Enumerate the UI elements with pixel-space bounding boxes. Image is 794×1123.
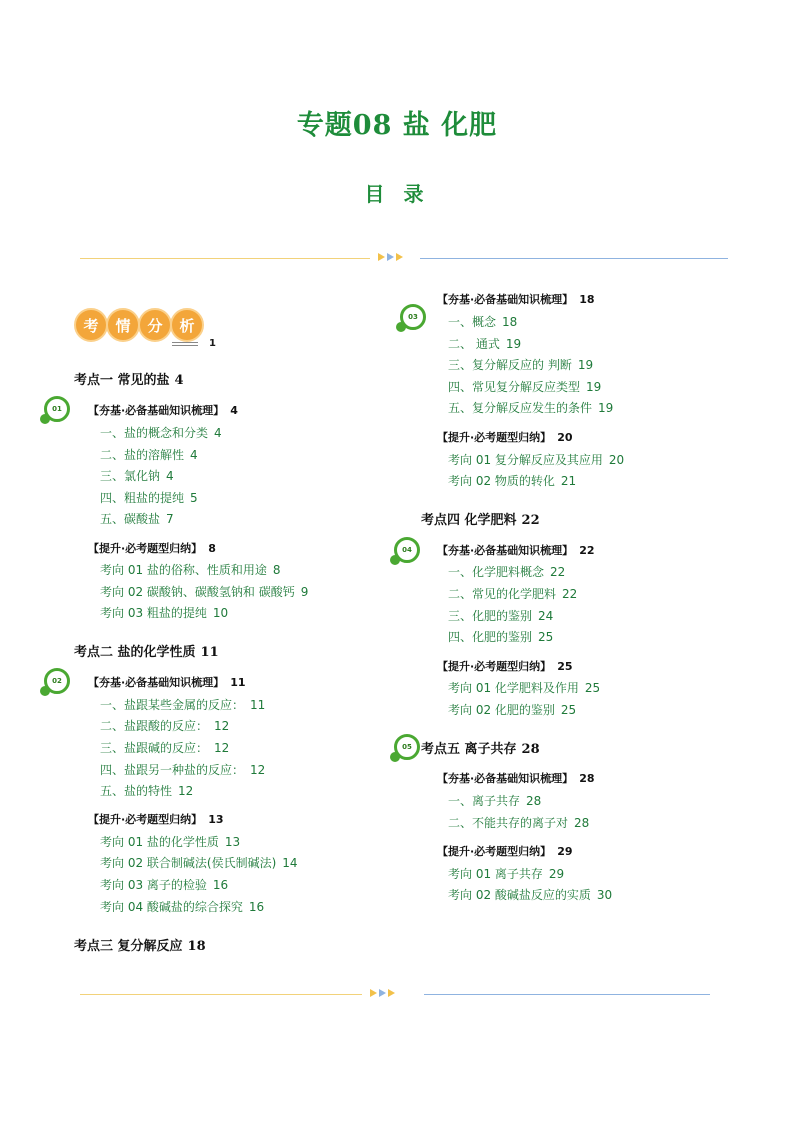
toc-item[interactable]: 四、盐跟另一种盐的反应： 12 — [100, 763, 266, 777]
toc-item[interactable]: 三、盐跟碱的反应： 12 — [100, 741, 230, 755]
kp1-basic-section[interactable]: 【夯基·必备基础知识梳理】 4 — [88, 404, 238, 417]
toc-item[interactable]: 考向 02 化肥的鉴别 25 — [448, 703, 577, 717]
badge-04-icon: 04 — [394, 537, 420, 563]
toc-item[interactable]: 考向 03 离子的检验 16 — [100, 878, 229, 892]
toc-item[interactable]: 考向 02 物质的转化 21 — [448, 474, 577, 488]
kp5-advanced-section[interactable]: 【提升·必考题型归纳】 29 — [437, 845, 573, 858]
kp3-basic-section[interactable]: 【夯基·必备基础知识梳理】 18 — [437, 293, 595, 306]
bottom-divider-left — [80, 994, 362, 995]
toc-item[interactable]: 二、盐的溶解性 4 — [100, 448, 198, 462]
toc-item[interactable]: 五、碳酸盐 7 — [100, 512, 174, 526]
toc-item[interactable]: 四、常见复分解反应类型 19 — [448, 380, 602, 394]
analysis-page[interactable]: 1 — [209, 338, 216, 349]
badge-05-icon: 05 — [394, 734, 420, 760]
toc-item[interactable]: 二、不能共存的离子对 28 — [448, 816, 590, 830]
kp5-title[interactable]: 考点五 离子共存 28 — [421, 742, 540, 757]
analysis-char: 分 — [138, 308, 172, 342]
toc-item[interactable]: 考向 02 碳酸钠、碳酸氢钠和 碳酸钙 9 — [100, 585, 309, 599]
toc-item[interactable]: 一、盐跟某些金属的反应： 11 — [100, 698, 266, 712]
top-divider-left — [80, 258, 370, 259]
kp2-title[interactable]: 考点二 盐的化学性质 11 — [74, 645, 219, 660]
kp3-title[interactable]: 考点三 复分解反应 18 — [74, 939, 206, 954]
toc-item[interactable]: 考向 01 盐的俗称、性质和用途 8 — [100, 563, 281, 577]
kp3-advanced-section[interactable]: 【提升·必考题型归纳】 20 — [437, 431, 573, 444]
toc-item[interactable]: 三、氯化钠 4 — [100, 469, 174, 483]
toc-item[interactable]: 考向 03 粗盐的提纯 10 — [100, 606, 229, 620]
toc-item[interactable]: 一、化学肥料概念 22 — [448, 565, 566, 579]
toc-item[interactable]: 考向 01 离子共存 29 — [448, 867, 565, 881]
kp2-advanced-section[interactable]: 【提升·必考题型归纳】 13 — [88, 813, 224, 826]
toc-item[interactable]: 二、盐跟酸的反应： 12 — [100, 719, 230, 733]
page-title: 专题08 盐 化肥 — [296, 110, 498, 141]
toc-item[interactable]: 五、复分解反应发生的条件 19 — [448, 401, 614, 415]
toc-item[interactable]: 一、盐的概念和分类 4 — [100, 426, 222, 440]
kp1-title[interactable]: 考点一 常见的盐 4 — [74, 373, 184, 388]
toc-item[interactable]: 考向 01 复分解反应及其应用 20 — [448, 453, 625, 467]
toc-item[interactable]: 考向 01 盐的化学性质 13 — [100, 835, 241, 849]
analysis-char: 考 — [74, 308, 108, 342]
toc-item[interactable]: 四、粗盐的提纯 5 — [100, 491, 198, 505]
toc-item[interactable]: 考向 02 联合制碱法(侯氏制碱法) 14 — [100, 856, 298, 870]
kp1-advanced-section[interactable]: 【提升·必考题型归纳】 8 — [88, 542, 216, 555]
badge-01-icon: 01 — [44, 396, 70, 422]
toc-item[interactable]: 考向 01 化学肥料及作用 25 — [448, 681, 601, 695]
toc-item[interactable]: 三、化肥的鉴别 24 — [448, 609, 554, 623]
bottom-divider-right — [424, 994, 710, 995]
kp4-title[interactable]: 考点四 化学肥料 22 — [421, 513, 540, 528]
kp2-basic-section[interactable]: 【夯基·必备基础知识梳理】 11 — [88, 676, 246, 689]
toc-item[interactable]: 一、离子共存 28 — [448, 794, 542, 808]
kp5-basic-section[interactable]: 【夯基·必备基础知识梳理】 28 — [437, 772, 595, 785]
badge-02-icon: 02 — [44, 668, 70, 694]
kp4-basic-section[interactable]: 【夯基·必备基础知识梳理】 22 — [437, 544, 595, 557]
top-divider-arrows — [378, 253, 403, 261]
toc-item[interactable]: 二、 通式 19 — [448, 337, 522, 351]
toc-item[interactable]: 四、化肥的鉴别 25 — [448, 630, 554, 644]
bottom-divider-arrows — [370, 989, 395, 997]
analysis-char: 析 — [170, 308, 204, 342]
top-divider-right — [420, 258, 728, 259]
analysis-banner — [74, 306, 204, 346]
kp4-advanced-section[interactable]: 【提升·必考题型归纳】 25 — [437, 660, 573, 673]
toc-item[interactable]: 考向 02 酸碱盐反应的实质 30 — [448, 888, 613, 902]
badge-03-icon: 03 — [400, 304, 426, 330]
toc-item[interactable]: 一、概念 18 — [448, 315, 518, 329]
toc-item[interactable]: 考向 04 酸碱盐的综合探究 16 — [100, 900, 265, 914]
toc-item[interactable]: 二、常见的化学肥料 22 — [448, 587, 578, 601]
toc-heading: 目 录 — [364, 182, 430, 206]
toc-item[interactable]: 五、盐的特性 12 — [100, 784, 194, 798]
toc-item[interactable]: 三、复分解反应的 判断 19 — [448, 358, 594, 372]
analysis-char: 情 — [106, 308, 140, 342]
